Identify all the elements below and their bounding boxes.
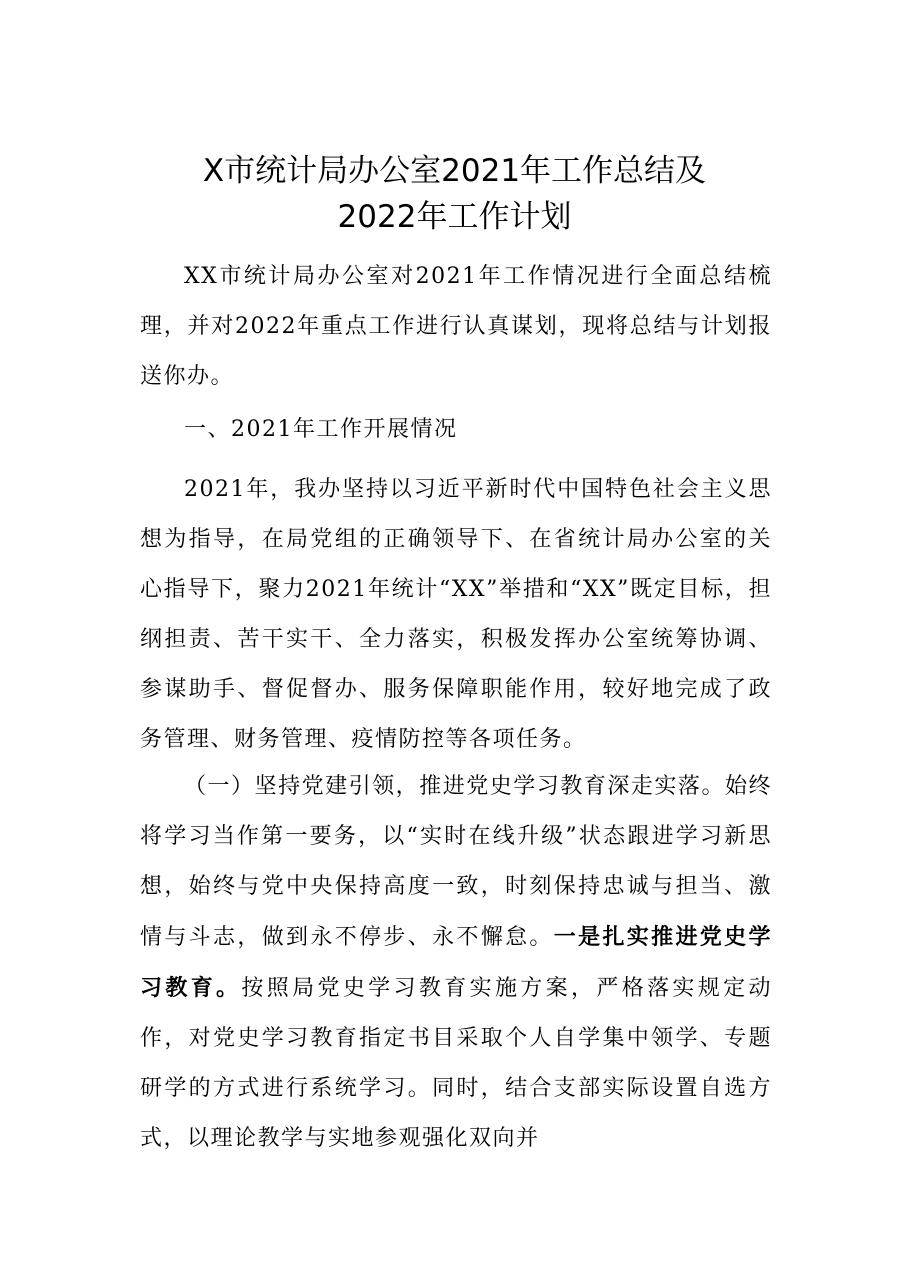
paragraph-2021-overview: 2021年，我办坚持以习近平新时代中国特色社会主义思想为指导，在局党组的正确领导下、在省统计局办公室的关心指导下，聚力2021年统计“XX”举措和“XX”既定目标，担纲担责、苦干实干、全力落实，积极发挥办公室统筹协调、参谋助手、督促督办、服务保障职能作用，较好地完成了政务管理、财务管理、疫情防控等各项任务。 bbox=[140, 477, 772, 752]
document-title-line-2: 2022年工作计划 bbox=[337, 199, 572, 235]
section-1-rest-text: 按照局党史学习教育实施方案，严格落实规定动作，对党史学习教育指定书目采取个人自学集中领学、专题研学的方式进行系统学习。同时，结合支部实际设置自选方式，以理论教学与实地参观强化双向并 bbox=[140, 976, 772, 1151]
section-1-lead-text: （一）坚持党建引领，推进党史学习教育深走实落。始终将学习当作第一要务，以“实时在线升级”状态跟进学习新思想，始终与党中央保持高度一致，时刻保持忠诚与担当、激情与斗志，做到永不停步、永不懈怠。 bbox=[140, 774, 772, 950]
section-1-bold-point: 一是扎实推进党史学习教育。 bbox=[140, 924, 772, 1001]
section-heading-2021: 一、2021年工作开展情况 bbox=[184, 417, 458, 442]
paragraph-section-1 bbox=[140, 762, 772, 1164]
intro-paragraph: XX市统计局办公室对2021年工作情况进行全面总结梳理，并对2022年重点工作进行认真谋划，现将总结与计划报送你办。 bbox=[140, 264, 772, 389]
document-title-line-1: X市统计局办公室2021年工作总结及 bbox=[202, 153, 707, 189]
